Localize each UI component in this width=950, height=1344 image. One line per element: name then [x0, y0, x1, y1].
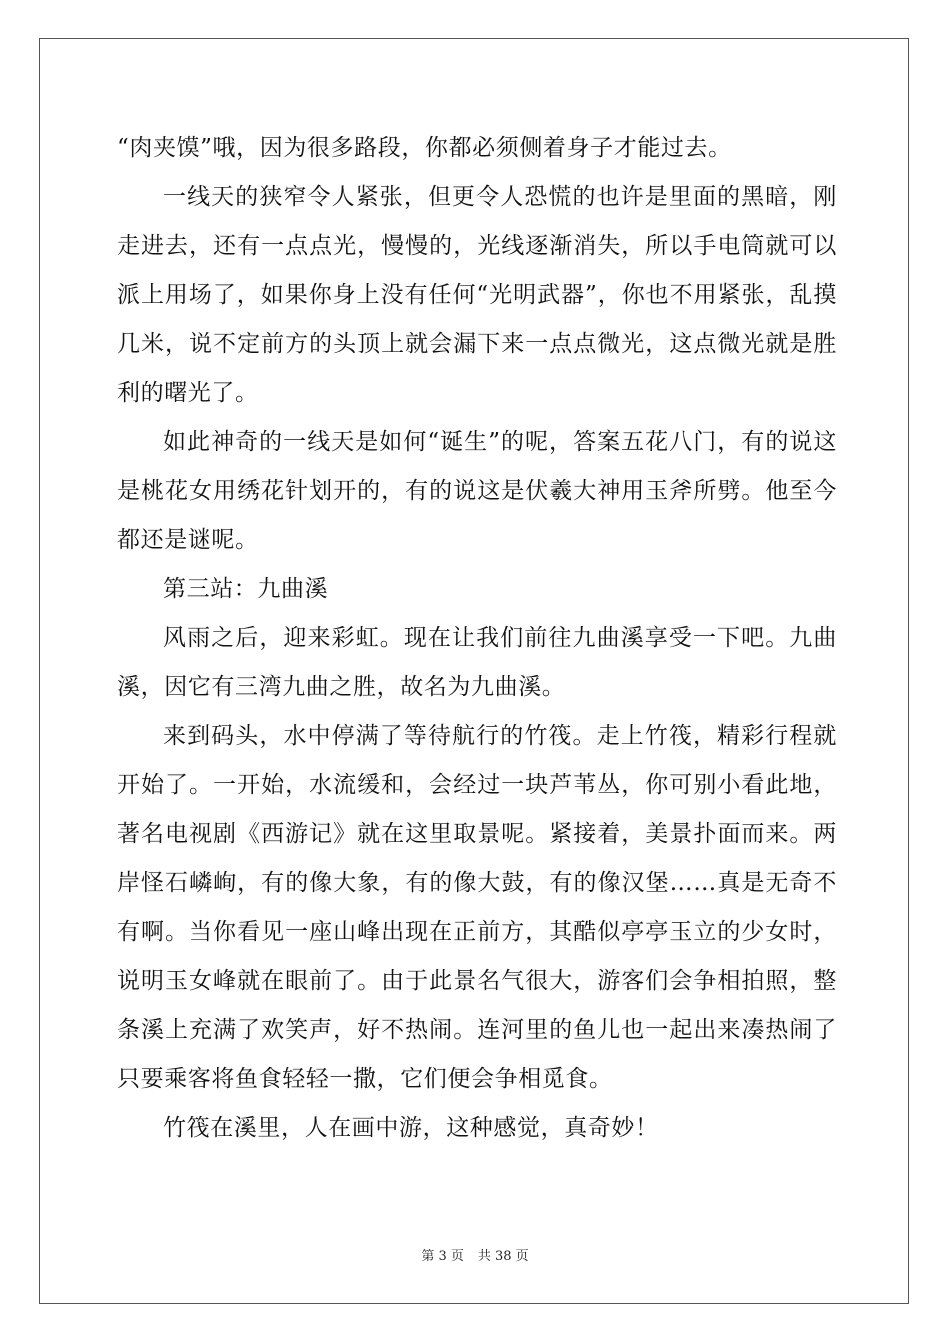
- page-total: 共 38 页: [477, 1249, 529, 1264]
- paragraph: 一线天的狭窄令人紧张，但更令人恐慌的也许是里面的黑暗，刚走进去，还有一点点光，慢慢的，光线逐渐消失，所以手电筒就可以派上用场了，如果你身上没有任何“光明武器”，你也不用紧张，乱摸几米，说不定前方的头顶上就会漏下来一点点微光，这点微光就是胜利的曙光了。: [117, 184, 837, 406]
- paragraph: “肉夹馍”哦，因为很多路段，你都必须侧着身子才能过去。: [117, 135, 732, 161]
- page-footer: [0, 1245, 950, 1264]
- paragraph: 来到码头，水中停满了等待航行的竹筏。走上竹筏，精彩行程就开始了。一开始，水流缓和，会经过一块芦苇丛，你可别小看此地，著名电视剧《西游记》就在这里取景呢。紧接着，美景扑面而来。两岸怪石嶙峋，有的像大象，有的像大鼓，有的像汉堡……真是无奇不有啊。当你看见一座山峰出现在正前方，其酷似亭亭玉立的少女时，说明玉女峰就在眼前了。由于此景名气很大，游客们会争相拍照，整条溪上充满了欢笑声，好不热闹。连河里的鱼儿也一起出来凑热闹了只要乘客将鱼食轻轻一撒，它们便会争相觅食。: [117, 723, 837, 1092]
- document-body: [117, 124, 837, 1153]
- paragraph: 竹筏在溪里，人在画中游，这种感觉，真奇妙！: [163, 1115, 659, 1141]
- paragraph: 风雨之后，迎来彩虹。现在让我们前往九曲溪享受一下吧。九曲溪，因它有三湾九曲之胜，故名为九曲溪。: [117, 625, 837, 700]
- paragraph: 如此神奇的一线天是如何“诞生”的呢，答案五花八门，有的说这是桃花女用绣花针划开的，有的说这是伏羲大神用玉斧所劈。他至今都还是谜呢。: [117, 429, 837, 553]
- section-heading: 第三站：九曲溪: [163, 576, 329, 602]
- page-number: 第 3 页: [421, 1249, 464, 1264]
